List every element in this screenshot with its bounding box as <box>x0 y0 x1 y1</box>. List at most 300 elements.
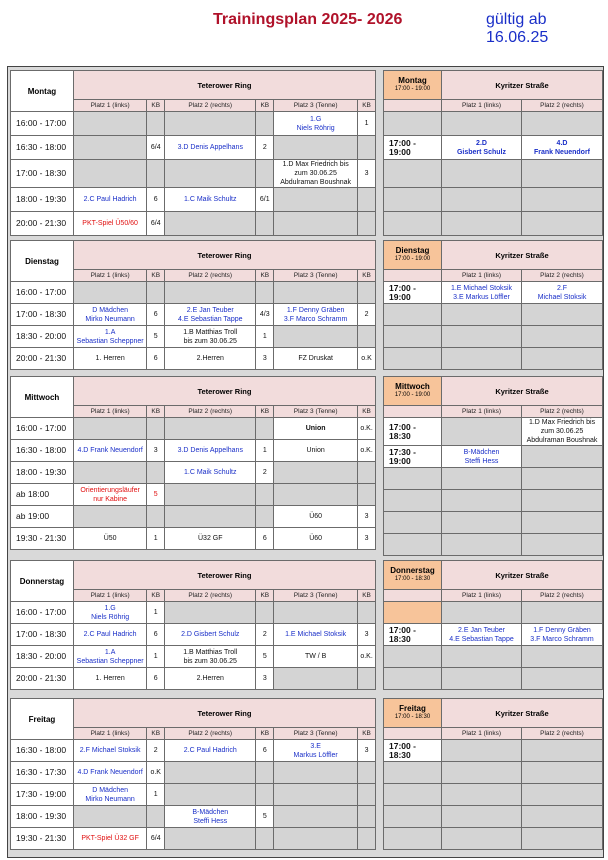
time-slot <box>384 490 442 512</box>
assignment-cell-line: 3.F Marco Schramm <box>283 315 348 323</box>
time-slot <box>11 668 74 690</box>
time-slot-line: 20:00 - 21:30 <box>16 353 67 363</box>
assignment-cell <box>442 762 522 784</box>
assignment-cell <box>274 484 358 506</box>
table-row <box>11 462 376 484</box>
column-header <box>522 406 603 418</box>
column-header-line: KB <box>260 272 270 279</box>
assignment-cell-line: 1.B Matthias Troll <box>183 648 238 656</box>
column-header <box>256 728 274 740</box>
assignment-cell <box>522 740 603 762</box>
kb-cell <box>256 418 274 440</box>
column-header <box>147 590 165 602</box>
venue-label-line: Teterower Ring <box>197 570 252 580</box>
assignment-cell <box>73 784 146 806</box>
kb-cell <box>358 136 376 160</box>
time-slot <box>384 468 442 490</box>
column-header-line: KB <box>362 730 371 737</box>
assignment-cell-line: B-Mädchen <box>192 808 229 816</box>
venue-label-line: Kyritzer Straße <box>495 386 549 396</box>
table-row <box>11 624 376 646</box>
time-slot-line: 17:00 - 18:30 <box>389 624 416 644</box>
day-label <box>384 377 442 406</box>
time-slot <box>384 512 442 534</box>
assignment-cell <box>274 136 358 160</box>
assignment-cell <box>442 784 522 806</box>
time-slot <box>384 348 442 370</box>
assignment-cell <box>442 646 522 668</box>
time-slot <box>384 762 442 784</box>
assignment-cell <box>73 462 146 484</box>
assignment-cell-line: 2.F Michael Stoksik <box>79 747 141 754</box>
time-slot-line: 18:30 - 20:00 <box>16 331 67 341</box>
kb-cell <box>358 188 376 212</box>
column-header <box>384 590 442 602</box>
day-label <box>11 71 74 112</box>
kb-cell-line: 1 <box>364 120 369 127</box>
venue-label-line: Teterower Ring <box>197 250 252 260</box>
assignment-cell <box>165 528 256 550</box>
assignment-cell <box>442 512 522 534</box>
day-label-line: Dienstag <box>25 256 59 266</box>
column-header <box>274 590 358 602</box>
column-header-line: KB <box>362 272 371 279</box>
assignment-cell <box>442 490 522 512</box>
time-slot <box>384 326 442 348</box>
time-slot <box>384 282 442 304</box>
kb-cell-line: o.K <box>150 769 161 776</box>
column-header-line: KB <box>260 730 270 737</box>
assignment-cell-line: Markus Löffler <box>293 751 338 759</box>
assignment-cell <box>522 418 603 446</box>
table-row <box>384 112 603 136</box>
kb-cell-line: 6/4 <box>150 220 161 227</box>
kb-cell <box>358 784 376 806</box>
assignment-cell <box>274 440 358 462</box>
kb-cell <box>358 602 376 624</box>
venue-label-line: Kyritzer Straße <box>495 708 549 718</box>
assignment-cell <box>165 440 256 462</box>
kb-cell <box>256 212 274 236</box>
column-header <box>165 590 256 602</box>
column-header-line: Platz 1 (links) <box>90 272 130 279</box>
assignment-cell <box>522 512 603 534</box>
kb-cell-line: 6 <box>262 747 267 754</box>
column-header <box>358 100 376 112</box>
assignment-cell <box>73 646 146 668</box>
column-header-line: Platz 2 (rechts) <box>540 592 584 599</box>
venue-label <box>73 241 375 270</box>
day-label-line: Montag <box>27 86 57 96</box>
assignment-cell <box>442 668 522 690</box>
time-slot <box>11 828 74 850</box>
assignment-cell <box>522 112 603 136</box>
assignment-cell <box>442 348 522 370</box>
assignment-cell <box>522 490 603 512</box>
kb-cell-line: 3 <box>364 513 369 520</box>
table-row <box>11 212 376 236</box>
day-label <box>11 377 74 418</box>
kb-cell <box>358 212 376 236</box>
assignment-cell-line: 1.G <box>104 604 116 612</box>
time-slot <box>384 828 442 850</box>
column-header-line: Platz 3 (Tenne) <box>293 730 338 737</box>
kb-cell-line: 1 <box>153 653 158 660</box>
column-header-line: Platz 1 (links) <box>90 102 130 109</box>
column-header <box>73 728 146 740</box>
kb-cell-line: 6 <box>153 631 158 638</box>
table-row <box>11 348 376 370</box>
time-slot <box>11 136 74 160</box>
time-slot-line: 16:30 - 18:00 <box>16 445 67 455</box>
assignment-cell-line: 1.A <box>104 648 116 656</box>
kb-cell-line: 6/4 <box>150 835 161 842</box>
assignment-cell-line: 1. Herren <box>95 675 125 682</box>
assignment-cell <box>165 418 256 440</box>
venue-label-line: Teterower Ring <box>197 708 252 718</box>
kb-cell <box>358 806 376 828</box>
assignment-cell-line: 2.Herren <box>196 355 224 362</box>
assignment-cell-line: Steffi Hess <box>464 457 499 465</box>
column-header-line: Platz 2 (rechts) <box>188 272 233 279</box>
assignment-cell <box>274 418 358 440</box>
kb-cell <box>147 188 165 212</box>
assignment-cell <box>73 828 146 850</box>
day-name: Dienstag <box>395 246 430 255</box>
assignment-cell <box>165 784 256 806</box>
kb-cell <box>256 602 274 624</box>
table-row <box>384 806 603 828</box>
venue-label <box>442 377 603 406</box>
time-slot-line: 17:00 - 18:30 <box>389 421 416 441</box>
assignment-cell <box>442 602 522 624</box>
assignment-cell <box>73 418 146 440</box>
assignment-cell-line: Abdulraman Boushnak <box>526 437 598 444</box>
day-label <box>11 241 74 282</box>
kyritzer-block-donnerstag <box>383 560 602 690</box>
kb-cell-line: 2 <box>262 144 267 151</box>
time-slot-line: 18:00 - 19:30 <box>16 467 67 477</box>
assignment-cell-line: Mirko Neumann <box>85 795 135 803</box>
time-slot <box>11 112 74 136</box>
kb-cell <box>147 602 165 624</box>
assignment-cell <box>73 528 146 550</box>
assignment-cell <box>522 646 603 668</box>
time-slot <box>11 506 74 528</box>
column-header-line: Platz 2 (rechts) <box>540 102 584 109</box>
assignment-cell <box>442 326 522 348</box>
table-row <box>384 468 603 490</box>
assignment-cell <box>73 806 146 828</box>
assignment-cell-line: B-Mädchen <box>463 448 500 456</box>
time-slot <box>384 784 442 806</box>
time-slot-line: 16:30 - 18:00 <box>16 142 67 152</box>
assignment-cell-line: 2.E Jan Teuber <box>458 626 505 634</box>
assignment-cell <box>274 646 358 668</box>
column-header <box>274 406 358 418</box>
table-row <box>384 740 603 762</box>
assignment-cell <box>165 282 256 304</box>
venue-label-line: Kyritzer Straße <box>495 80 549 90</box>
time-slot <box>11 784 74 806</box>
kb-cell-line: 1 <box>262 333 267 340</box>
assignment-cell-line: Frank Neuendorf <box>534 148 591 156</box>
time-slot-line: 16:00 - 17:00 <box>16 423 67 433</box>
column-header <box>256 100 274 112</box>
table-row <box>384 602 603 624</box>
time-slot-line: 20:00 - 21:30 <box>16 673 67 683</box>
kb-cell <box>256 528 274 550</box>
assignment-cell-line: 3.D Denis Appelhans <box>177 447 243 454</box>
column-header-line: Platz 2 (rechts) <box>188 102 233 109</box>
venue-block-dienstag <box>10 240 376 370</box>
assignment-cell <box>165 462 256 484</box>
column-header <box>165 728 256 740</box>
assignment-cell <box>522 136 603 160</box>
column-header <box>147 100 165 112</box>
venue-label-line: Kyritzer Straße <box>495 570 549 580</box>
time-slot-line: 16:30 - 17:30 <box>16 767 67 777</box>
assignment-cell <box>165 602 256 624</box>
column-header <box>147 270 165 282</box>
table-row <box>11 440 376 462</box>
assignment-cell <box>165 484 256 506</box>
day-name: Freitag <box>399 704 426 713</box>
time-slot-line: 17:30 - 19:00 <box>389 446 416 466</box>
column-header-line: KB <box>362 592 371 599</box>
column-header-line: Platz 2 (rechts) <box>188 592 233 599</box>
column-header <box>384 270 442 282</box>
day-name: Donnerstag <box>390 566 435 575</box>
column-header-line: Platz 3 (Tenne) <box>293 592 338 599</box>
assignment-cell <box>274 326 358 348</box>
column-header-line: Platz 1 (links) <box>90 592 130 599</box>
kb-cell <box>358 528 376 550</box>
time-slot-line: 18:30 - 20:00 <box>16 651 67 661</box>
column-header <box>522 270 603 282</box>
kb-cell-line: 2 <box>153 747 158 754</box>
table-row <box>11 304 376 326</box>
assignment-cell <box>165 828 256 850</box>
assignment-cell <box>165 762 256 784</box>
assignment-cell <box>165 160 256 188</box>
assignment-cell-line: 1.B Matthias Troll <box>183 328 238 336</box>
kb-cell <box>256 784 274 806</box>
assignment-cell <box>442 282 522 304</box>
assignment-cell <box>522 212 603 236</box>
time-slot-line: 17:00 - 18:30 <box>389 740 416 760</box>
assignment-cell <box>165 326 256 348</box>
time-slot <box>384 668 442 690</box>
assignment-cell <box>442 446 522 468</box>
kb-cell <box>256 136 274 160</box>
kb-cell <box>358 348 376 370</box>
time-slot <box>384 418 442 446</box>
time-slot-line: 16:00 - 17:00 <box>16 118 67 128</box>
assignment-cell <box>274 828 358 850</box>
assignment-cell-line: 2.C Paul Hadrich <box>83 196 137 203</box>
column-header <box>522 590 603 602</box>
assignment-cell-line: 3.F Marco Schramm <box>530 635 594 643</box>
column-header <box>73 270 146 282</box>
assignment-cell <box>73 136 146 160</box>
assignment-cell <box>73 484 146 506</box>
assignment-cell <box>73 348 146 370</box>
assignment-cell-line: Mirko Neumann <box>85 315 135 323</box>
time-slot <box>11 326 74 348</box>
time-slot-line: 16:00 - 17:00 <box>16 607 67 617</box>
kb-cell <box>358 462 376 484</box>
column-header-line: Platz 1 (links) <box>461 102 501 109</box>
kb-cell-line: 6 <box>262 535 267 542</box>
table-row <box>384 348 603 370</box>
venue-block-freitag <box>10 698 376 850</box>
kb-cell <box>256 506 274 528</box>
table-row <box>384 668 603 690</box>
assignment-cell-line: bis zum 30.06.25 <box>183 337 237 345</box>
kb-cell-line: 6/1 <box>259 196 270 203</box>
column-header-line: Platz 1 (links) <box>90 408 130 415</box>
table-row <box>11 282 376 304</box>
table-row <box>11 806 376 828</box>
column-header <box>384 406 442 418</box>
assignment-cell <box>442 188 522 212</box>
time-slot <box>11 602 74 624</box>
day-label-line: Donnerstag <box>19 576 65 586</box>
page-title: Trainingsplan 2025- 2026 <box>213 11 403 28</box>
kb-cell <box>147 418 165 440</box>
assignment-cell <box>274 784 358 806</box>
kyritzer-block-mittwoch <box>383 376 602 556</box>
assignment-cell <box>73 112 146 136</box>
time-slot <box>384 646 442 668</box>
column-header-line: KB <box>260 408 270 415</box>
assignment-cell <box>165 136 256 160</box>
assignment-cell <box>274 506 358 528</box>
assignment-cell-line: Ü50 <box>103 535 117 542</box>
kb-cell-line: o.K <box>361 355 372 362</box>
time-slot <box>11 528 74 550</box>
kb-cell <box>147 740 165 762</box>
day-label <box>384 699 442 728</box>
time-slot <box>11 806 74 828</box>
kb-cell <box>358 668 376 690</box>
assignment-cell-line: 1.F Denny Gräben <box>286 306 345 314</box>
assignment-cell <box>442 136 522 160</box>
kb-cell <box>256 646 274 668</box>
assignment-cell <box>73 506 146 528</box>
kb-cell-line: 5 <box>153 491 158 498</box>
assignment-cell-line: 1.F Denny Gräben <box>533 626 591 634</box>
kb-cell-line: 3 <box>364 747 369 754</box>
column-header-line: KB <box>151 408 161 415</box>
column-header <box>256 270 274 282</box>
kb-cell <box>147 528 165 550</box>
assignment-cell <box>165 740 256 762</box>
kb-cell <box>256 160 274 188</box>
column-header <box>522 100 603 112</box>
assignment-cell-line: D Mädchen <box>92 306 129 314</box>
assignment-cell <box>522 282 603 304</box>
column-header <box>73 590 146 602</box>
kb-cell <box>147 160 165 188</box>
time-slot-line: ab 19:00 <box>16 511 50 521</box>
column-header <box>256 590 274 602</box>
table-row <box>11 188 376 212</box>
column-header-line: Platz 3 (Tenne) <box>293 408 338 415</box>
assignment-cell <box>165 304 256 326</box>
table-row <box>11 646 376 668</box>
assignment-cell <box>522 188 603 212</box>
assignment-cell-line: 2.E Jan Teuber <box>186 306 234 314</box>
kb-cell <box>256 806 274 828</box>
time-slot <box>11 624 74 646</box>
time-slot <box>384 624 442 646</box>
assignment-cell <box>165 506 256 528</box>
column-header-line: KB <box>151 102 161 109</box>
day-time-range: 17:00 - 19:00 <box>394 86 431 92</box>
kb-cell-line: 3 <box>262 355 267 362</box>
table-row <box>384 512 603 534</box>
assignment-cell <box>274 528 358 550</box>
table-row <box>11 784 376 806</box>
kb-cell <box>358 506 376 528</box>
assignment-cell <box>522 762 603 784</box>
venue-label <box>442 241 603 270</box>
time-slot-line: 19:30 - 21:30 <box>16 533 67 543</box>
column-header <box>358 270 376 282</box>
table-row <box>384 188 603 212</box>
time-slot-line: 17:00 - 19:00 <box>389 282 416 302</box>
assignment-cell-line: 3.E Markus Löffler <box>453 293 510 301</box>
table-row <box>11 136 376 160</box>
kb-cell <box>147 440 165 462</box>
assignment-cell-line: 4.E Sebastian Tappe <box>449 635 514 643</box>
assignment-cell <box>442 160 522 188</box>
assignment-cell-line: Union <box>305 425 326 432</box>
venue-block-donnerstag <box>10 560 376 690</box>
day-label <box>384 561 442 590</box>
column-header <box>73 100 146 112</box>
time-slot <box>384 806 442 828</box>
day-label-line: Mittwoch <box>24 392 60 402</box>
assignment-cell <box>442 828 522 850</box>
assignment-cell-line: D Mädchen <box>92 786 129 794</box>
time-slot <box>11 740 74 762</box>
assignment-cell-line: 1.C Maik Schultz <box>183 469 237 476</box>
assignment-cell-line: Niels Röhrig <box>296 124 335 132</box>
assignment-cell-line: Ü60 <box>309 513 323 520</box>
column-header-line: Platz 1 (links) <box>90 730 130 737</box>
kb-cell <box>147 212 165 236</box>
assignment-cell-line: 2.D <box>476 139 487 147</box>
kb-cell <box>256 282 274 304</box>
assignment-cell <box>274 212 358 236</box>
column-header <box>165 406 256 418</box>
time-slot-line: 16:00 - 17:00 <box>16 287 67 297</box>
kb-cell <box>358 762 376 784</box>
table-row <box>384 624 603 646</box>
assignment-cell-line: Niels Röhrig <box>91 613 130 621</box>
assignment-cell-line: Abdulraman Boushnak <box>280 179 352 186</box>
assignment-cell-line: bis zum 30.06.25 <box>183 657 237 665</box>
time-slot <box>11 348 74 370</box>
assignment-cell-line: 2.Herren <box>196 675 224 682</box>
day-label <box>11 699 74 740</box>
assignment-cell-line: PKT-Spiel Ü32 GF <box>81 835 139 842</box>
kb-cell <box>256 740 274 762</box>
kb-cell <box>147 484 165 506</box>
